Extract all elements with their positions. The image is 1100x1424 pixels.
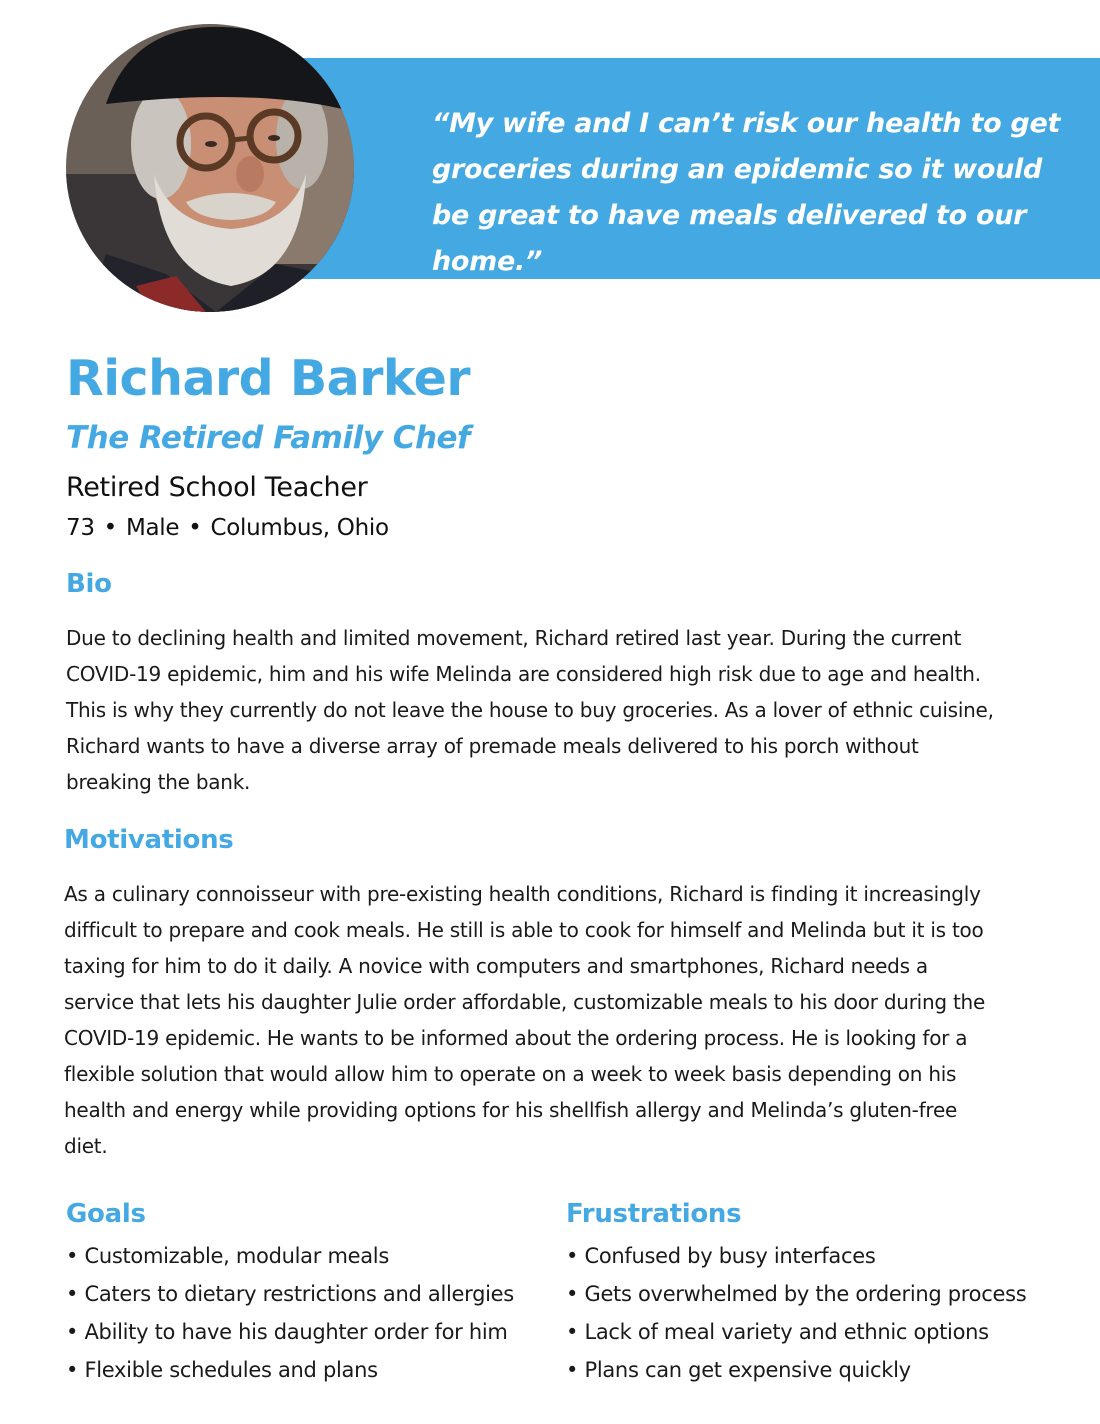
persona-occupation: Retired School Teacher [66, 472, 368, 503]
goals-heading: Goals [66, 1199, 146, 1229]
persona-demographics [66, 515, 389, 541]
list-item: • Caters to dietary restrictions and allergies [66, 1275, 546, 1313]
persona-gender: Male [125, 515, 180, 541]
list-item: • Plans can get expensive quickly [566, 1351, 1086, 1389]
bio-heading: Bio [66, 569, 112, 599]
motivations-text: As a culinary connoisseur with pre-existing health conditions, Richard is finding it increasingly difficult to prepare and cook meals. He still is able to cook for himself and Melinda but it is too taxing for him to do it daily. A novice with computers and smartphones, Richard needs a service that lets his daughter Julie order affordable, customizable meals to his door during the COVID-19 epidemic. He wants to be informed about the ordering process. He is looking for a flexible solution that would allow him to operate on a week to week basis depending on his health and energy while providing options for his shellfish allergy and Melinda’s gluten-free diet. [64, 882, 986, 1158]
list-item: • Ability to have his daughter order for him [66, 1313, 546, 1351]
persona-location: Columbus, Ohio [210, 515, 389, 541]
bio-text: Due to declining health and limited movement, Richard retired last year. During the current COVID-19 epidemic, him and his wife Melinda are considered high risk due to age and health. This is why they currently do not leave the house to buy groceries. As a lover of ethnic cuisine, Richard wants to have a diverse array of premade meals delivered to his porch without breaking the bank. [66, 626, 994, 794]
list-item: • Customizable, modular meals [66, 1237, 546, 1275]
separator-dot: • [188, 515, 202, 541]
motivations-heading: Motivations [64, 825, 234, 855]
frustrations-list [566, 1237, 1086, 1389]
list-item: • Lack of meal variety and ethnic options [566, 1313, 1086, 1351]
avatar [66, 24, 354, 312]
list-item: • Flexible schedules and plans [66, 1351, 546, 1389]
persona-quote: “My wife and I can’t risk our health to get groceries during an epidemic so it would be great to have meals delivered to our home.” [432, 108, 1061, 277]
frustrations-heading: Frustrations [566, 1199, 742, 1229]
goals-list [66, 1237, 546, 1389]
avatar-portrait-image [66, 24, 354, 312]
separator-dot: • [103, 515, 117, 541]
persona-age: 73 [66, 515, 95, 541]
list-item: • Confused by busy interfaces [566, 1237, 1086, 1275]
persona-tagline: The Retired Family Chef [66, 420, 471, 456]
list-item: • Gets overwhelmed by the ordering process [566, 1275, 1086, 1313]
persona-name: Richard Barker [66, 350, 471, 407]
